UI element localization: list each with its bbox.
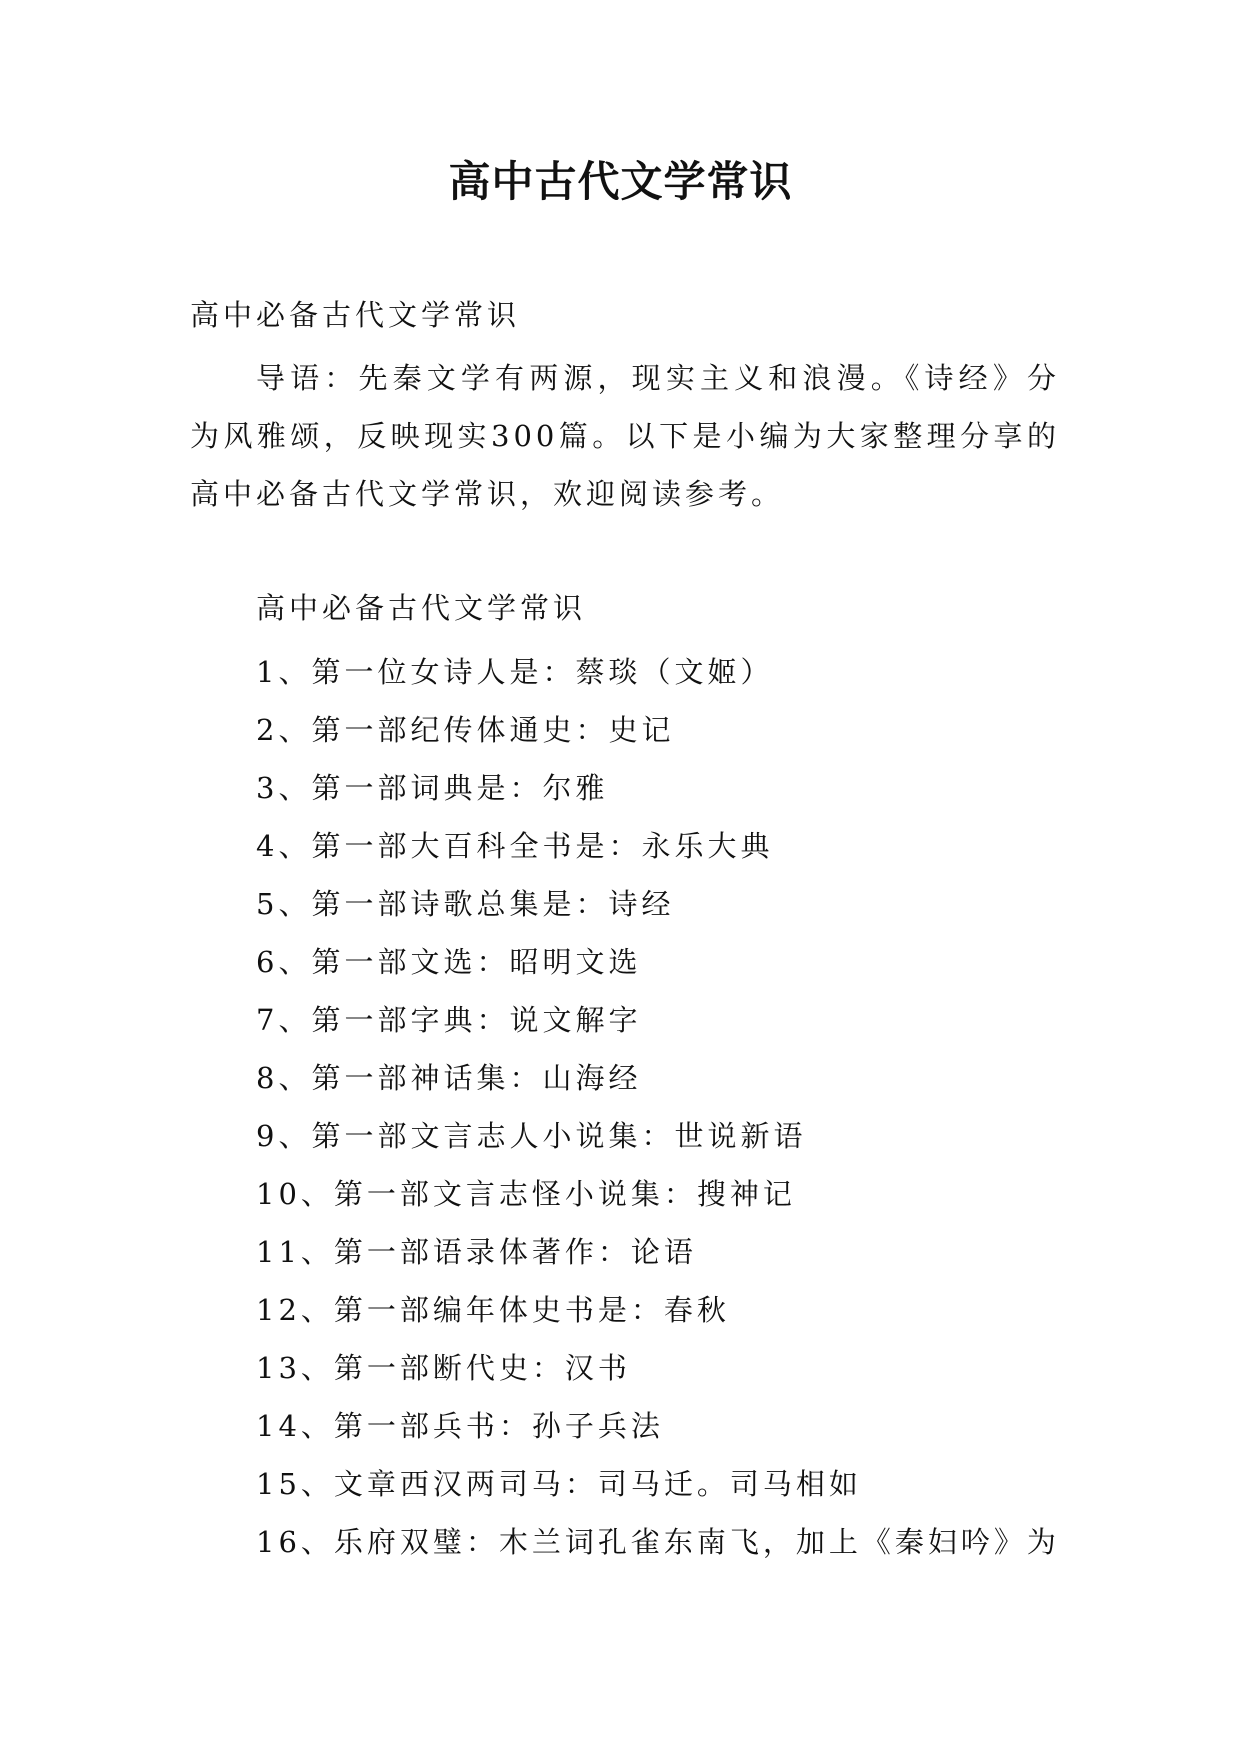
list-item: 7、第一部字典：说文解字	[256, 1003, 642, 1037]
intro-paragraph: 导语：先秦文学有两源，现实主义和浪漫。《诗经》分为风雅颂，反映现实300篇。以下是小编为大家整理分享的高中必备古代文学常识，欢迎阅读参考。	[190, 361, 1060, 511]
list-item: 16、乐府双璧：木兰词孔雀东南飞，加上《秦妇吟》为	[256, 1525, 1060, 1559]
list-item: 10、第一部文言志怪小说集：搜神记	[256, 1177, 796, 1211]
list-item: 3、第一部词典是：尔雅	[256, 771, 609, 805]
list-item: 4、第一部大百科全书是：永乐大典	[256, 829, 774, 863]
list-item: 11、第一部语录体著作：论语	[256, 1235, 697, 1269]
list-item: 13、第一部断代史：汉书	[256, 1351, 631, 1385]
list-item: 15、文章西汉两司马：司马迁。司马相如	[256, 1467, 862, 1501]
section-subtitle: 高中必备古代文学常识	[190, 298, 521, 332]
list-item: 12、第一部编年体史书是：春秋	[256, 1293, 730, 1327]
page-title: 高中古代文学常识	[448, 157, 793, 206]
list-item: 1、第一位女诗人是：蔡琰（文姬）	[256, 655, 774, 689]
list-item: 8、第一部神话集：山海经	[256, 1061, 642, 1095]
list-item: 6、第一部文选：昭明文选	[256, 945, 642, 979]
list-item: 2、第一部纪传体通史：史记	[256, 713, 675, 747]
list-item: 14、第一部兵书：孙子兵法	[256, 1409, 664, 1443]
list-item: 9、第一部文言志人小说集：世说新语	[256, 1119, 807, 1153]
list-heading: 高中必备古代文学常识	[256, 591, 587, 625]
knowledge-list	[256, 643, 1066, 1571]
list-item: 5、第一部诗歌总集是：诗经	[256, 887, 675, 921]
